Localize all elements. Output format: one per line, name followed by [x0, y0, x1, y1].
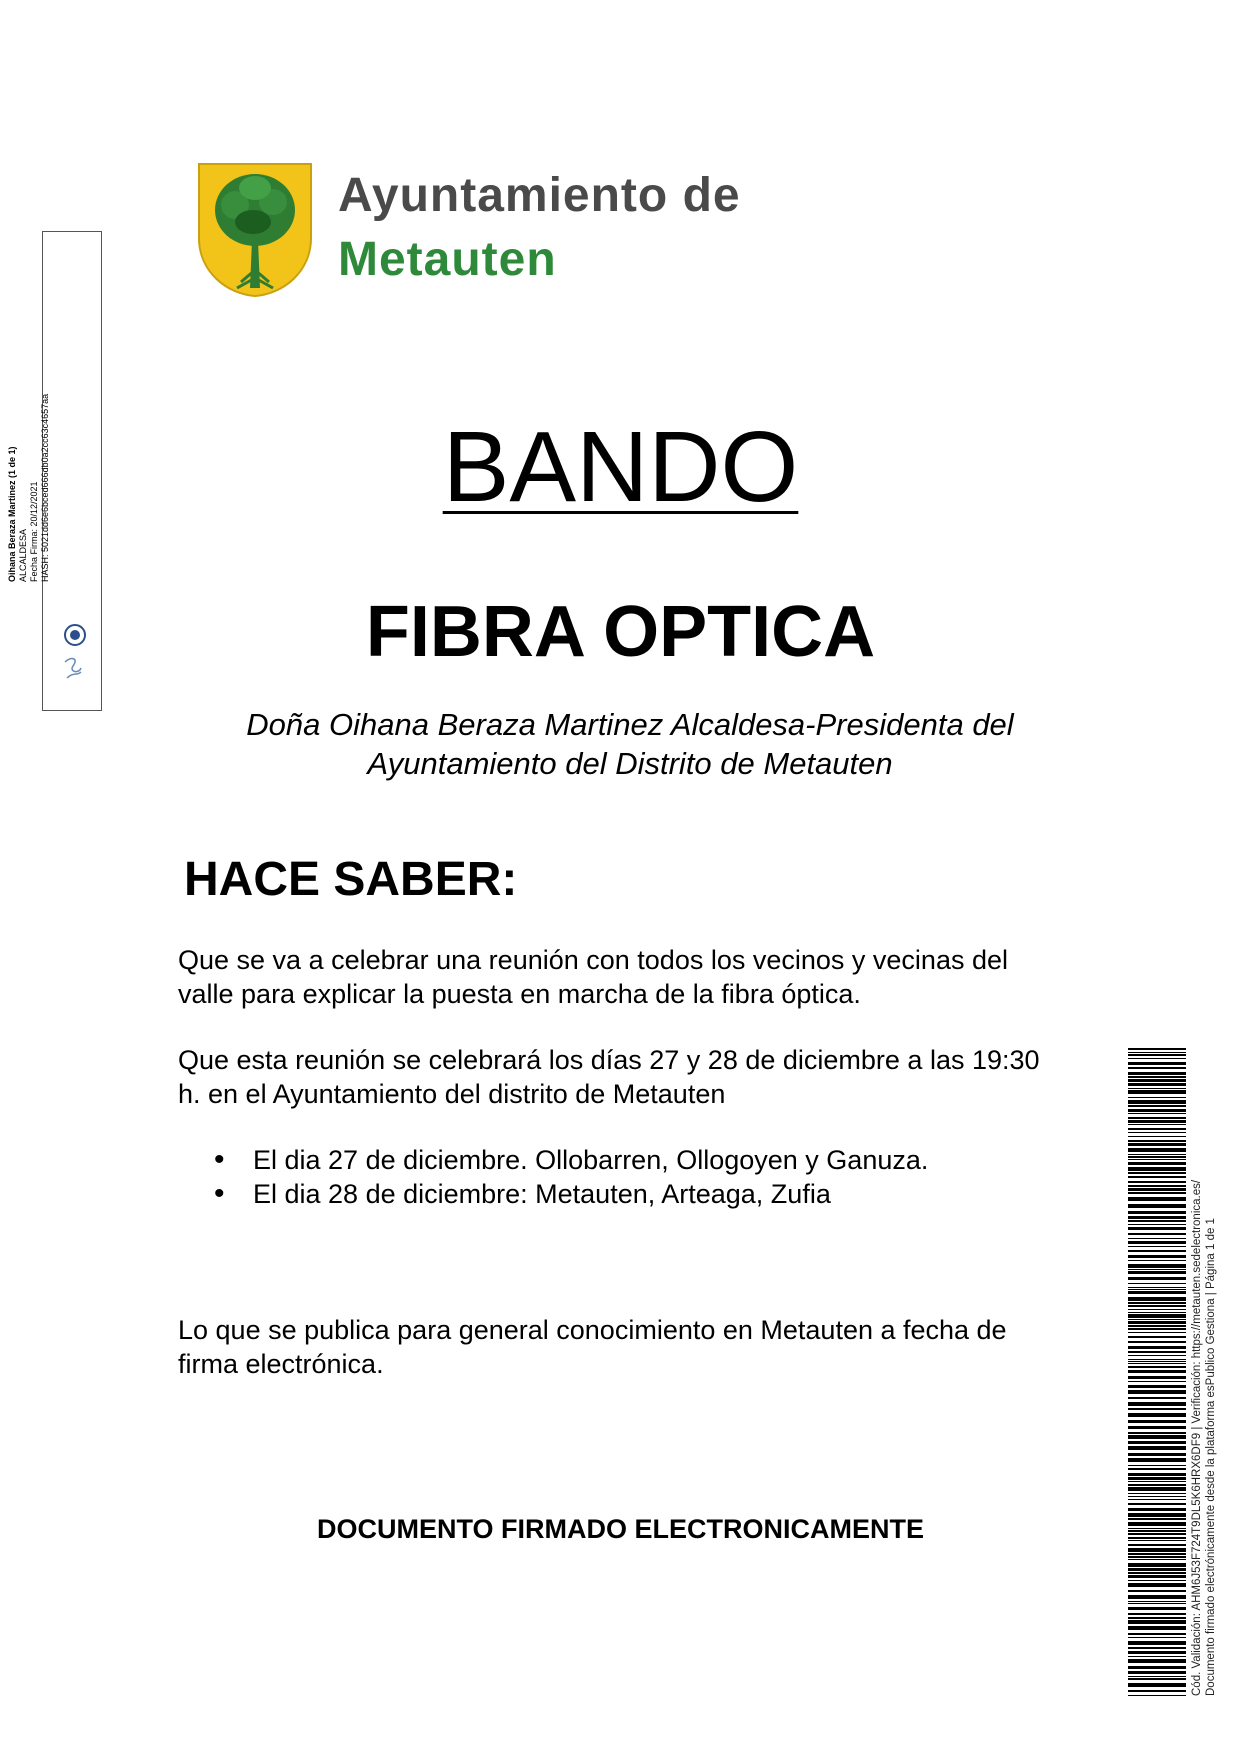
barcode-bar [1128, 1109, 1186, 1112]
barcode-bar [1128, 1291, 1186, 1294]
barcode-bar [1128, 1651, 1186, 1654]
barcode-bar [1128, 1255, 1186, 1258]
barcode-bar [1128, 1076, 1186, 1078]
barcode-bar [1128, 1590, 1186, 1592]
barcode-bar [1128, 1250, 1186, 1252]
barcode-bar [1128, 1113, 1186, 1114]
barcode-bar [1128, 1559, 1186, 1560]
barcode-bar [1128, 1314, 1186, 1318]
list-item: • El dia 27 de diciembre. Ollobarren, Ollogoyen y Ganuza. [200, 1143, 1080, 1177]
barcode-bar [1128, 1595, 1186, 1599]
list-item: • El dia 28 de diciembre: Metauten, Arteaga, Zufia [200, 1177, 1080, 1211]
paragraph-publication: Lo que se publica para general conocimiento en Metauten a fecha de firma electrónica. [178, 1315, 1007, 1379]
issuer-line1: Doña Oihana Beraza Martinez Alcaldesa-Presidenta del [246, 707, 1014, 742]
coat-of-arms-icon [195, 160, 315, 300]
barcode-bar [1128, 1132, 1186, 1133]
barcode-bar [1128, 1216, 1186, 1219]
signature-date: Fecha Firma: 20/12/2021 [29, 481, 39, 582]
barcode-bar [1128, 1481, 1186, 1482]
barcode-bar [1128, 1487, 1186, 1491]
barcode-bar [1128, 1583, 1186, 1587]
barcode-bar [1128, 1528, 1186, 1529]
barcode-bar [1128, 1676, 1186, 1677]
barcode-bar [1128, 1124, 1186, 1125]
barcode-bar [1128, 1633, 1186, 1635]
barcode-bar [1128, 1530, 1186, 1532]
barcode-bar [1128, 1100, 1186, 1104]
barcode-bar [1128, 1067, 1186, 1069]
barcode-bar [1128, 1518, 1186, 1520]
barcode-bar [1128, 1325, 1186, 1327]
barcode-bar [1128, 1572, 1186, 1574]
barcode-bar [1128, 1246, 1186, 1247]
barcode-bar [1128, 1575, 1186, 1578]
barcode-bar [1128, 1224, 1186, 1225]
barcode-bar [1128, 1402, 1186, 1406]
barcode-bar [1128, 1603, 1186, 1604]
barcode-bar [1128, 1355, 1186, 1356]
barcode-bar [1128, 1054, 1186, 1056]
barcode-bar [1128, 1641, 1186, 1645]
barcode-bar [1128, 1563, 1186, 1567]
barcode-bar [1128, 1637, 1186, 1638]
barcode-bar [1128, 1220, 1186, 1222]
barcode-bar [1128, 1271, 1186, 1274]
barcode-bar [1128, 1269, 1186, 1270]
barcode-bar [1128, 1264, 1186, 1268]
barcode-bar [1128, 1413, 1186, 1417]
signer-name: Oihana Beraza Martinez (1 de 1) [7, 446, 17, 582]
barcode-bar [1128, 1381, 1186, 1382]
barcode-bar [1128, 1626, 1186, 1630]
barcode-bar [1128, 1446, 1186, 1450]
barcode-bar [1128, 1659, 1186, 1663]
barcode-bar [1128, 1154, 1186, 1155]
barcode-bar [1128, 1435, 1186, 1439]
barcode-bar [1128, 1465, 1186, 1466]
issuer-line2: Ayuntamiento del Distrito de Metauten [367, 746, 893, 781]
barcode-bar [1128, 1346, 1186, 1349]
barcode-bar [1128, 1277, 1186, 1280]
barcode-bar [1128, 1336, 1186, 1338]
barcode-bar [1128, 1508, 1186, 1511]
barcode-bar [1128, 1188, 1186, 1191]
barcode-bar [1128, 1548, 1186, 1552]
signature-hash: HASH: 5021dd6e6bced666db0a2cc63c4657aa [40, 393, 50, 582]
barcode-bar [1128, 1079, 1186, 1082]
barcode-bar [1128, 1172, 1186, 1174]
barcode-bar [1128, 1671, 1186, 1674]
barcode-bar [1128, 1496, 1186, 1497]
barcode-bar [1128, 1522, 1186, 1526]
barcode-bar [1128, 1468, 1186, 1470]
barcode-bar [1128, 1493, 1186, 1494]
barcode-bar [1128, 1120, 1186, 1123]
barcode-bar [1128, 1453, 1186, 1456]
barcode-bar [1128, 1072, 1186, 1075]
barcode-bar [1128, 1341, 1186, 1343]
barcode-bar [1128, 1227, 1186, 1230]
municipality-name-line2: Metauten [338, 233, 557, 286]
barcode-bar [1128, 1477, 1186, 1480]
barcode-bar [1128, 1312, 1186, 1313]
barcode-bar [1128, 1361, 1186, 1362]
document-subtitle: FIBRA OPTICA [365, 592, 876, 672]
barcode-bar [1128, 1321, 1186, 1324]
announce-heading: HACE SABER: [184, 853, 518, 906]
barcode-bar [1128, 1058, 1186, 1059]
barcode-bar [1128, 1503, 1186, 1505]
barcode-bar [1128, 1197, 1186, 1201]
barcode-bar [1128, 1319, 1186, 1320]
barcode-bar [1128, 1553, 1186, 1555]
barcode-bar [1128, 1568, 1186, 1571]
barcode-bar [1128, 1617, 1186, 1619]
barcode-bar [1128, 1309, 1186, 1310]
barcode-bar [1128, 1148, 1186, 1152]
barcode-bar [1128, 1397, 1186, 1399]
barcode-bar [1128, 1211, 1186, 1214]
barcode-bar [1128, 1385, 1186, 1388]
barcode-bar [1128, 1283, 1186, 1284]
barcode [1128, 1048, 1186, 1696]
barcode-bar [1128, 1695, 1186, 1696]
document-title [0, 410, 1241, 525]
barcode-bar [1128, 1678, 1186, 1680]
barcode-bar [1128, 1544, 1186, 1546]
barcode-bar [1128, 1666, 1186, 1669]
barcode-bar [1128, 1390, 1186, 1394]
barcode-bar [1128, 1289, 1186, 1290]
barcode-bar [1128, 1420, 1186, 1423]
barcode-bar [1128, 1297, 1186, 1301]
barcode-bar [1128, 1332, 1186, 1333]
barcode-bar [1128, 1580, 1186, 1581]
barcode-bar [1128, 1097, 1186, 1098]
barcode-bar [1128, 1533, 1186, 1535]
barcode-bar [1128, 1143, 1186, 1146]
barcode-bar [1128, 1363, 1186, 1364]
barcode-bar [1128, 1176, 1186, 1178]
barcode-bar [1128, 1513, 1186, 1517]
barcode-bar [1128, 1105, 1186, 1107]
barcode-bar [1128, 1376, 1186, 1379]
municipality-name-line1: Ayuntamiento de [338, 169, 741, 222]
title-text: BANDO [442, 411, 799, 523]
barcode-bar [1128, 1690, 1186, 1692]
barcode-bar [1128, 1185, 1186, 1187]
barcode-bar [1128, 1305, 1186, 1307]
barcode-bar [1128, 1408, 1186, 1410]
barcode-bar [1128, 1140, 1186, 1142]
barcode-bar [1128, 1484, 1186, 1486]
barcode-bar [1128, 1613, 1186, 1615]
barcode-bar [1128, 1062, 1186, 1065]
barcode-bar [1128, 1192, 1186, 1194]
barcode-bar [1128, 1083, 1186, 1086]
barcode-bar [1128, 1458, 1186, 1462]
paragraph-meeting: Que se va a celebrar una reunión con todos los vecinos y vecinas del valle para explicar la puesta en marcha de la fibra óptica. [178, 945, 1008, 1009]
barcode-bar [1128, 1556, 1186, 1558]
barcode-bar [1128, 1683, 1186, 1687]
barcode-bar [1128, 1366, 1186, 1368]
barcode-bar [1128, 1537, 1186, 1539]
barcode-bar [1128, 1359, 1186, 1360]
barcode-bar [1128, 1656, 1186, 1657]
barcode-bar [1128, 1088, 1186, 1089]
barcode-bar [1128, 1167, 1186, 1171]
barcode-bar [1128, 1238, 1186, 1239]
barcode-bar [1128, 1117, 1186, 1119]
barcode-bar [1128, 1136, 1186, 1137]
barcode-bar [1128, 1601, 1186, 1602]
barcode-bar [1128, 1540, 1186, 1541]
barcode-bar [1128, 1328, 1186, 1330]
barcode-bar [1128, 1204, 1186, 1208]
barcode-bar [1128, 1432, 1186, 1434]
barcode-bar [1128, 1287, 1186, 1288]
signer-role: ALCALDESA [18, 528, 28, 582]
issuer-statement [180, 705, 1080, 783]
validation-code: Cód. Validación: AHM6J53F724T9DL5K6HRX6DF9 | Verificación: https://metauten.sedelectronica.es/ [1191, 1179, 1203, 1696]
barcode-bar [1128, 1162, 1186, 1165]
barcode-bar [1128, 1607, 1186, 1610]
schedule-list [200, 1143, 1080, 1211]
barcode-bar [1128, 1128, 1186, 1130]
barcode-bar [1128, 1351, 1186, 1353]
barcode-bar [1128, 1620, 1186, 1624]
validation-info [1190, 1136, 1218, 1696]
barcode-bar [1128, 1441, 1186, 1444]
barcode-bar [1128, 1241, 1186, 1244]
barcode-bar [1128, 1052, 1186, 1053]
barcode-bar [1128, 1302, 1186, 1304]
barcode-bar [1128, 1426, 1186, 1429]
barcode-bar [1128, 1499, 1186, 1500]
barcode-bar [1128, 1370, 1186, 1373]
barcode-bar [1128, 1156, 1186, 1158]
barcode-bar [1128, 1181, 1186, 1183]
barcode-bar [1128, 1473, 1186, 1476]
barcode-bar [1128, 1233, 1186, 1235]
barcode-bar [1128, 1647, 1186, 1649]
paragraph-dates: Que esta reunión se celebrará los días 27 y 28 de diciembre a las 19:30 h. en el Ayuntamiento del distrito de Metauten [178, 1045, 1040, 1109]
signed-notice: DOCUMENTO FIRMADO ELECTRONICAMENTE [317, 1514, 924, 1544]
validation-platform: Documento firmado electrónicamente desde la plataforma esPublico Gestiona | Página 1 de 1 [1205, 1218, 1217, 1696]
barcode-bar [1128, 1090, 1186, 1094]
barcode-bar [1128, 1159, 1186, 1160]
barcode-bar [1128, 1048, 1186, 1050]
barcode-bar [1128, 1260, 1186, 1261]
